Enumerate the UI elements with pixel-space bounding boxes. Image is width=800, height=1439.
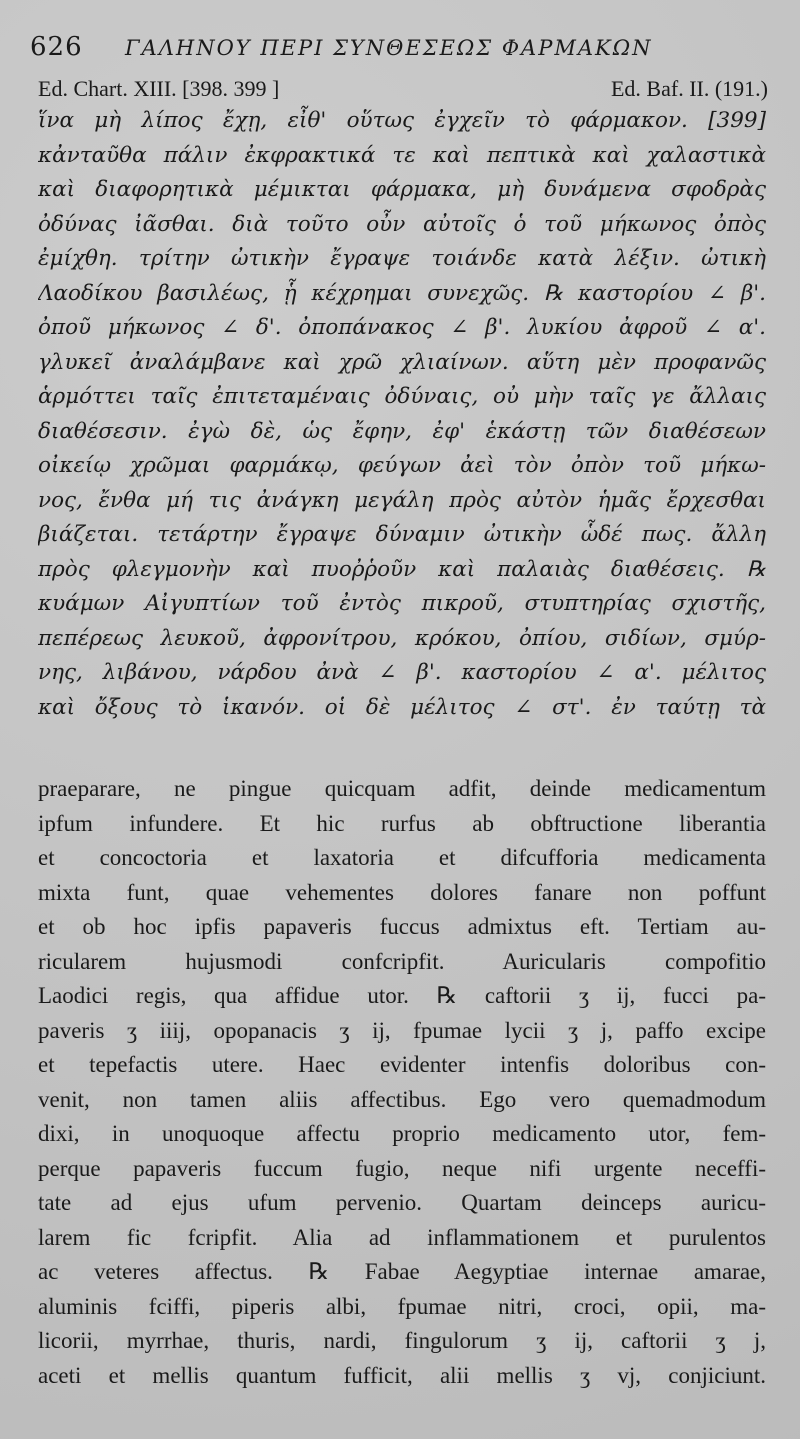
latin-text-line: aceti et mellis quantum fufficit, alii mellis ʒ vj, conjiciunt.	[38, 1362, 766, 1388]
greek-text-line: διαθέσεσιν. ἐγὼ δὲ, ὡς ἔφην, ἐφ' ἑκάστῃ τῶν διαθέσεων	[38, 418, 766, 444]
greek-text-line: πρὸς φλεγμονὴν καὶ πυοῤῥοῦν καὶ παλαιὰς διαθέσεις. ℞	[38, 556, 766, 582]
greek-text-line: νος, ἔνθα μή τις ἀνάγκη μεγάλη πρὸς αὐτὸν ἡμᾶς ἔρχεσθαι	[38, 487, 766, 513]
latin-text-line: et concoctoria et laxatoria et difcufforia medicamenta	[38, 845, 766, 870]
greek-text-line: καὶ ὄξους τὸ ἱκανόν. οἱ δὲ μέλιτος ∠ στ'. ἐν ταύτῃ τὰ	[38, 694, 766, 720]
latin-text-line: ipfum infundere. Et hic rurfus ab obftructione liberantia	[38, 810, 766, 836]
greek-text-line: οἰκείῳ χρῶμαι φαρμάκῳ, φεύγων ἀεὶ τὸν ὀπὸν τοῦ μήκω-	[38, 453, 766, 478]
latin-text-line: paveris ʒ iiij, opopanacis ʒ ij, fpumae lycii ʒ j, paffo excipe	[38, 1017, 766, 1043]
greek-text-line: κυάμων Αἰγυπτίων τοῦ ἐντὸς πικροῦ, στυπτηρίας σχιστῆς,	[38, 591, 766, 616]
latin-text-line: Laodici regis, qua affidue utor. ℞ caftorii ʒ ij, fucci pa-	[38, 983, 766, 1008]
latin-text-line: perque papaveris fuccum fugio, neque nifi urgente neceffi-	[38, 1155, 766, 1181]
greek-text-line: ὀποῦ μήκωνος ∠ δ'. ὀποπάνακος ∠ β'. λυκίου ἀφροῦ ∠ α'.	[38, 315, 766, 340]
latin-text-block	[38, 772, 766, 1393]
latin-text-line: praeparare, ne pingue quicquam adfit, deinde medicamentum	[38, 776, 766, 801]
greek-text-line: ἵνα μὴ λίπος ἔχῃ, εἶθ' οὕτως ἐγχεῖν τὸ φάρμακον. [399]	[38, 108, 766, 133]
greek-text-line: ἁρμόττει ταῖς ἐπιτεταμέναις ὀδύναις, οὐ μὴν ταῖς γε ἄλλαις	[38, 384, 766, 409]
latin-text-line: mixta funt, quae vehementes dolores fanare non poffunt	[38, 879, 766, 905]
page-number: 626	[30, 32, 83, 62]
latin-text-line: dixi, in unoquoque affectu proprio medicamento utor, fem-	[38, 1121, 766, 1146]
greek-text-line: βιάζεται. τετάρτην ἔγραψε δύναμιν ὠτικὴν ὧδέ πως. ἄλλη	[38, 522, 766, 547]
latin-text-line: et ob hoc ipfis papaveris fuccus admixtus eft. Tertiam au-	[38, 914, 766, 939]
greek-text-line: κἀνταῦθα πάλιν ἐκφρακτικά τε καὶ πεπτικὰ καὶ χαλαστικὰ	[38, 142, 766, 168]
greek-text-line: ἐμίχθη. τρίτην ὠτικὴν ἔγραψε τοιάνδε κατὰ λέξιν. ὠτικὴ	[38, 246, 766, 271]
edition-reference-basel: Ed. Baf. II. (191.)	[610, 76, 768, 101]
running-title: ΓΑΛΗΝΟΥ ΠΕΡΙ ΣΥΝΘΕΣΕΩΣ ΦΑΡΜΑΚΩΝ	[125, 36, 653, 60]
latin-text-line: licorii, myrrhae, thuris, nardi, fingulorum ʒ ij, caftorii ʒ j,	[38, 1328, 766, 1353]
latin-text-line: ricularem hujusmodi confcripfit. Auricularis compofitio	[38, 948, 766, 974]
greek-text-line: Λαοδίκου βασιλέως, ᾗ κέχρημαι συνεχῶς. ℞ καστορίου ∠ β'.	[38, 280, 766, 306]
greek-text-line: γλυκεῖ ἀναλάμβανε καὶ χρῶ χλιαίνων. αὕτη μὲν προφανῶς	[38, 349, 766, 375]
edition-reference-chart: Ed. Chart. XIII. [398. 399 ]	[38, 76, 280, 101]
greek-text-line: νης, λιβάνου, νάρδου ἀνὰ ∠ β'. καστορίου ∠ α'. μέλιτος	[38, 660, 766, 685]
greek-text-block	[38, 104, 766, 725]
edition-reference-line	[38, 76, 768, 106]
latin-text-line: aluminis fciffi, piperis albi, fpumae nitri, croci, opii, ma-	[38, 1293, 766, 1319]
latin-text-line: venit, non tamen aliis affectibus. Ego vero quemadmodum	[38, 1086, 766, 1112]
latin-text-line: tate ad ejus ufum pervenio. Quartam deinceps auricu-	[38, 1190, 766, 1215]
latin-text-line: larem fic fcripfit. Alia ad inflammationem et purulentos	[38, 1224, 766, 1250]
greek-text-line: πεπέρεως λευκοῦ, ἀφρονίτρου, κρόκου, ὀπίου, σιδίων, σμύρ-	[38, 625, 766, 651]
greek-text-line: καὶ διαφορητικὰ μέμικται φάρμακα, μὴ δυνάμενα σφοδρὰς	[38, 177, 766, 202]
greek-text-line: ὀδύνας ἰᾶσθαι. διὰ τοῦτο οὖν αὐτοῖς ὁ τοῦ μήκωνος ὀπὸς	[38, 211, 766, 237]
running-head	[30, 30, 770, 70]
latin-text-line: ac veteres affectus. ℞ Fabae Aegyptiae internae amarae,	[38, 1259, 766, 1284]
latin-text-line: et tepefactis utere. Haec evidenter intenfis doloribus con-	[38, 1052, 766, 1077]
